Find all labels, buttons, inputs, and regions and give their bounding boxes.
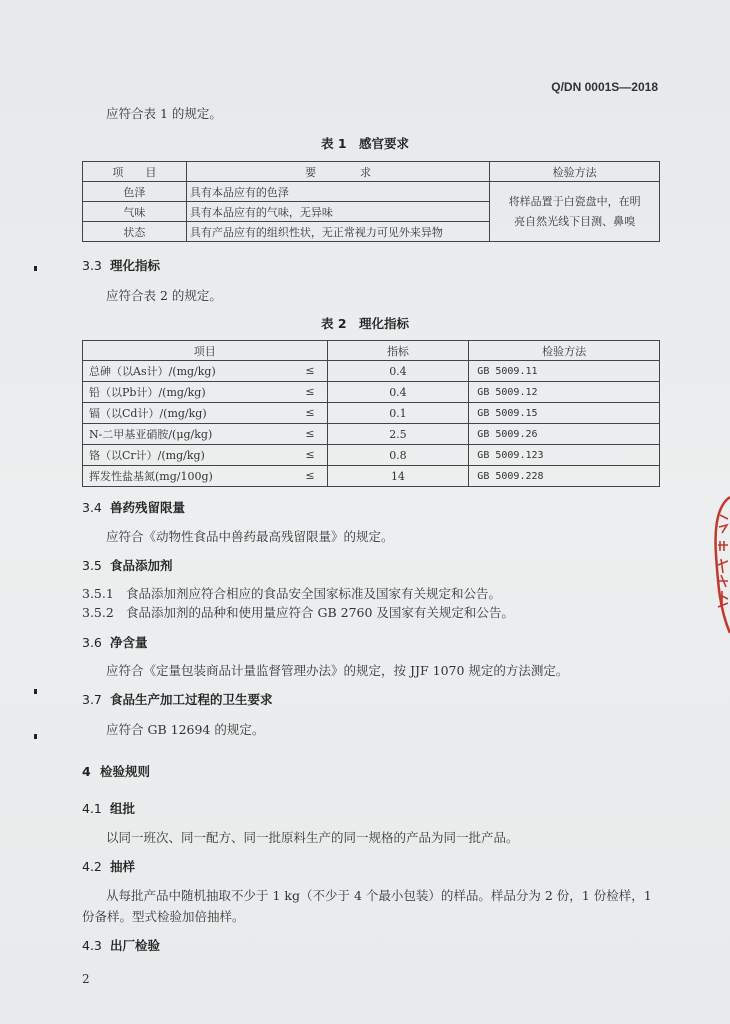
item-label: 铬（以Cr计）/(mg/kg) xyxy=(89,449,205,462)
table-row xyxy=(83,466,660,487)
table-cell: 具有本品应有的色泽 xyxy=(186,182,489,202)
table-cell: GB 5009.228 xyxy=(469,466,660,487)
table-cell: 状态 xyxy=(83,222,187,242)
section-number: 3.7 xyxy=(82,692,102,707)
binding-hole-mark xyxy=(34,266,37,271)
item-label: 挥发性盐基氮(mg/100g) xyxy=(89,470,213,483)
table-cell: 气味 xyxy=(83,202,187,222)
section-title: 组批 xyxy=(110,801,136,816)
test-method-line: 亮自然光线下目测、鼻嗅 xyxy=(514,214,636,228)
paragraph: 以同一班次、同一配方、同一批原料生产的同一规格的产品为同一批产品。 xyxy=(106,830,519,845)
table-cell: GB 5009.11 xyxy=(469,361,660,382)
table-row xyxy=(83,403,660,424)
paragraph-continuation: 份备样。型式检验加倍抽样。 xyxy=(82,909,245,924)
subclause-number: 3.5.1 xyxy=(82,586,114,601)
item-label: 总砷（以As计）/(mg/kg) xyxy=(89,365,216,378)
binding-hole-mark xyxy=(34,689,37,694)
table-header-cell: 指标 xyxy=(327,341,469,361)
subclause-text: 食品添加剂应符合相应的食品安全国家标准及国家有关规定和公告。 xyxy=(126,586,502,601)
table-header-cell: 项 目 xyxy=(83,162,187,182)
section-number: 3.6 xyxy=(82,635,102,650)
section-number: 3.5 xyxy=(82,558,102,573)
chapter-number: 4 xyxy=(82,764,91,779)
table-row xyxy=(83,445,660,466)
operator: ≤ xyxy=(305,448,315,461)
section-title: 出厂检验 xyxy=(110,938,161,953)
section-number: 3.4 xyxy=(82,500,102,515)
item-label: 镉（以Cd计）/(mg/kg) xyxy=(89,407,207,420)
paragraph: 应符合 GB 12694 的规定。 xyxy=(106,722,265,737)
intro-text: 应符合表 1 的规定。 xyxy=(106,106,222,121)
paragraph: 应符合《定量包装商品计量监督管理办法》的规定，按 JJF 1070 规定的方法测定。 xyxy=(106,663,569,678)
table-cell: 0.4 xyxy=(327,361,469,382)
section-title: 抽样 xyxy=(110,859,136,874)
table-header-cell: 项目 xyxy=(83,341,328,361)
chapter-title: 检验规则 xyxy=(100,764,151,779)
table-cell xyxy=(83,424,328,445)
operator: ≤ xyxy=(305,385,315,398)
test-method-line: 将样品置于白瓷盘中，在明 xyxy=(508,194,641,208)
table-cell: GB 5009.15 xyxy=(469,403,660,424)
item-label: 铅（以Pb计）/(mg/kg) xyxy=(89,386,206,399)
table-cell: 色泽 xyxy=(83,182,187,202)
table-header-cell: 检验方法 xyxy=(469,341,660,361)
section-heading xyxy=(82,498,185,516)
section-title: 净含量 xyxy=(110,635,148,650)
table-cell: GB 5009.26 xyxy=(469,424,660,445)
operator: ≤ xyxy=(305,364,315,377)
table1-caption: 表 1 感官要求 xyxy=(320,136,410,151)
table2-caption: 表 2 理化指标 xyxy=(320,316,410,331)
section-number: 4.1 xyxy=(82,801,102,816)
operator: ≤ xyxy=(305,406,315,419)
red-seal-stamp xyxy=(706,495,730,635)
table-row xyxy=(83,424,660,445)
table-cell: 0.4 xyxy=(327,382,469,403)
chapter-heading xyxy=(82,762,150,780)
sensory-requirements-table xyxy=(82,161,660,242)
section-title: 食品添加剂 xyxy=(110,558,173,573)
physicochemical-table xyxy=(82,340,660,487)
paragraph: 应符合表 2 的规定。 xyxy=(106,288,222,303)
table-cell xyxy=(83,403,328,424)
document-code: Q/DN 0001S—2018 xyxy=(551,80,658,94)
table-row xyxy=(83,361,660,382)
table-row xyxy=(83,382,660,403)
paragraph: 从每批产品中随机抽取不少于 1 kg（不少于 4 个最小包装）的样品。样品分为 2 份，1 份检样，1 xyxy=(106,888,652,903)
table-header-cell: 检验方法 xyxy=(490,162,660,182)
subclause-number: 3.5.2 xyxy=(82,605,114,620)
section-heading xyxy=(82,256,160,274)
subclause xyxy=(82,603,514,621)
table-cell xyxy=(83,382,328,403)
section-heading xyxy=(82,936,160,954)
table-header-cell: 要 求 xyxy=(186,162,489,182)
section-number: 3.3 xyxy=(82,258,102,273)
section-number: 4.2 xyxy=(82,859,102,874)
table-header-row xyxy=(83,341,660,361)
section-heading xyxy=(82,799,135,817)
table-cell: GB 5009.12 xyxy=(469,382,660,403)
operator: ≤ xyxy=(305,469,315,482)
page-number: 2 xyxy=(82,972,90,986)
binding-hole-mark xyxy=(34,734,37,739)
section-title: 食品生产加工过程的卫生要求 xyxy=(110,692,273,707)
table-header-row xyxy=(83,162,660,182)
table-cell xyxy=(83,361,328,382)
table-cell xyxy=(83,466,328,487)
operator: ≤ xyxy=(305,427,315,440)
section-heading xyxy=(82,556,173,574)
table-cell: 14 xyxy=(327,466,469,487)
section-number: 4.3 xyxy=(82,938,102,953)
table-cell: 2.5 xyxy=(327,424,469,445)
section-title: 兽药残留限量 xyxy=(110,500,186,515)
table-cell xyxy=(83,445,328,466)
table-cell: 0.8 xyxy=(327,445,469,466)
item-label: N-二甲基亚硝胺/(μg/kg) xyxy=(89,428,213,441)
subclause-text: 食品添加剂的品种和使用量应符合 GB 2760 及国家有关规定和公告。 xyxy=(126,605,514,620)
table-cell: 具有本品应有的气味，无异味 xyxy=(186,202,489,222)
table-row xyxy=(83,182,660,202)
section-heading xyxy=(82,690,273,708)
section-heading xyxy=(82,857,135,875)
table-cell: 具有产品应有的组织性状，无正常视力可见外来异物 xyxy=(186,222,489,242)
section-title: 理化指标 xyxy=(110,258,161,273)
test-method-cell xyxy=(490,182,660,242)
table-cell: 0.1 xyxy=(327,403,469,424)
paragraph: 应符合《动物性食品中兽药最高残留限量》的规定。 xyxy=(106,529,394,544)
subclause xyxy=(82,584,501,602)
section-heading xyxy=(82,633,148,651)
table-cell: GB 5009.123 xyxy=(469,445,660,466)
